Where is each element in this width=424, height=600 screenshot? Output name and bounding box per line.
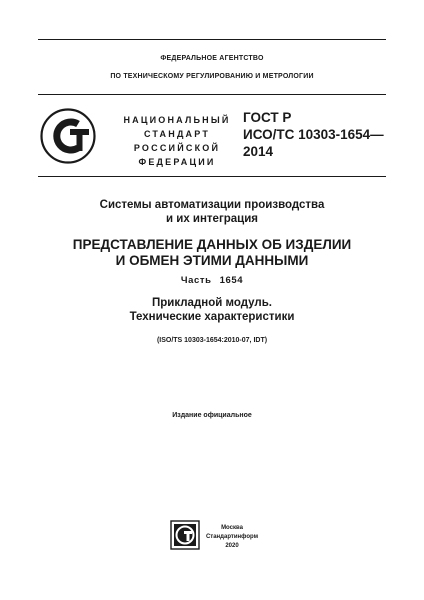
module-title bbox=[0, 296, 424, 324]
publisher-info bbox=[202, 524, 262, 551]
national-line-2: СТАНДАРТ bbox=[143, 129, 211, 139]
gost-r-emblem-icon bbox=[40, 108, 96, 164]
standard-number-line-3: 2014 bbox=[243, 144, 274, 159]
edition-label: Издание официальное bbox=[172, 412, 252, 419]
subject-title bbox=[0, 198, 424, 226]
standard-block-divider bbox=[38, 176, 386, 177]
part-number: 1654 bbox=[219, 275, 244, 286]
subject-line-1: Системы автоматизации производства bbox=[99, 199, 325, 211]
national-standard-caption bbox=[112, 113, 242, 169]
top-rule bbox=[38, 39, 386, 40]
main-title bbox=[0, 237, 424, 269]
module-line-2: Технические характеристики bbox=[129, 311, 295, 323]
publisher-city: Москва bbox=[221, 525, 243, 531]
main-title-line-2: И ОБМЕН ЭТИМИ ДАННЫМИ bbox=[115, 253, 309, 268]
subject-line-2: и их интеграция bbox=[165, 213, 259, 225]
national-line-4: ФЕДЕРАЦИИ bbox=[138, 157, 216, 167]
national-line-3: РОССИЙСКОЙ bbox=[133, 143, 221, 153]
part-label: Часть bbox=[180, 275, 212, 286]
header-divider bbox=[38, 94, 386, 95]
standard-number bbox=[243, 109, 384, 160]
publisher-year: 2020 bbox=[225, 543, 239, 549]
publisher-name: Стандартинформ bbox=[205, 534, 259, 540]
national-line-1: НАЦИОНАЛЬНЫЙ bbox=[123, 115, 231, 125]
standartinform-logo-icon bbox=[170, 520, 200, 550]
main-title-line-1: ПРЕДСТАВЛЕНИЕ ДАННЫХ ОБ ИЗДЕЛИИ bbox=[72, 237, 352, 252]
standard-number-line-1: ГОСТ Р bbox=[243, 110, 292, 125]
iso-reference: (ISO/TS 10303-1654:2010-07, IDT) bbox=[156, 337, 268, 344]
agency-line-2: ПО ТЕХНИЧЕСКОМУ РЕГУЛИРОВАНИЮ И МЕТРОЛОГИИ bbox=[110, 73, 314, 80]
part-heading bbox=[0, 275, 424, 286]
standard-number-line-2: ИСО/ТС 10303-1654— bbox=[243, 127, 384, 142]
agency-line-1: ФЕДЕРАЛЬНОЕ АГЕНТСТВО bbox=[160, 55, 264, 62]
module-line-1: Прикладной модуль. bbox=[152, 297, 272, 309]
